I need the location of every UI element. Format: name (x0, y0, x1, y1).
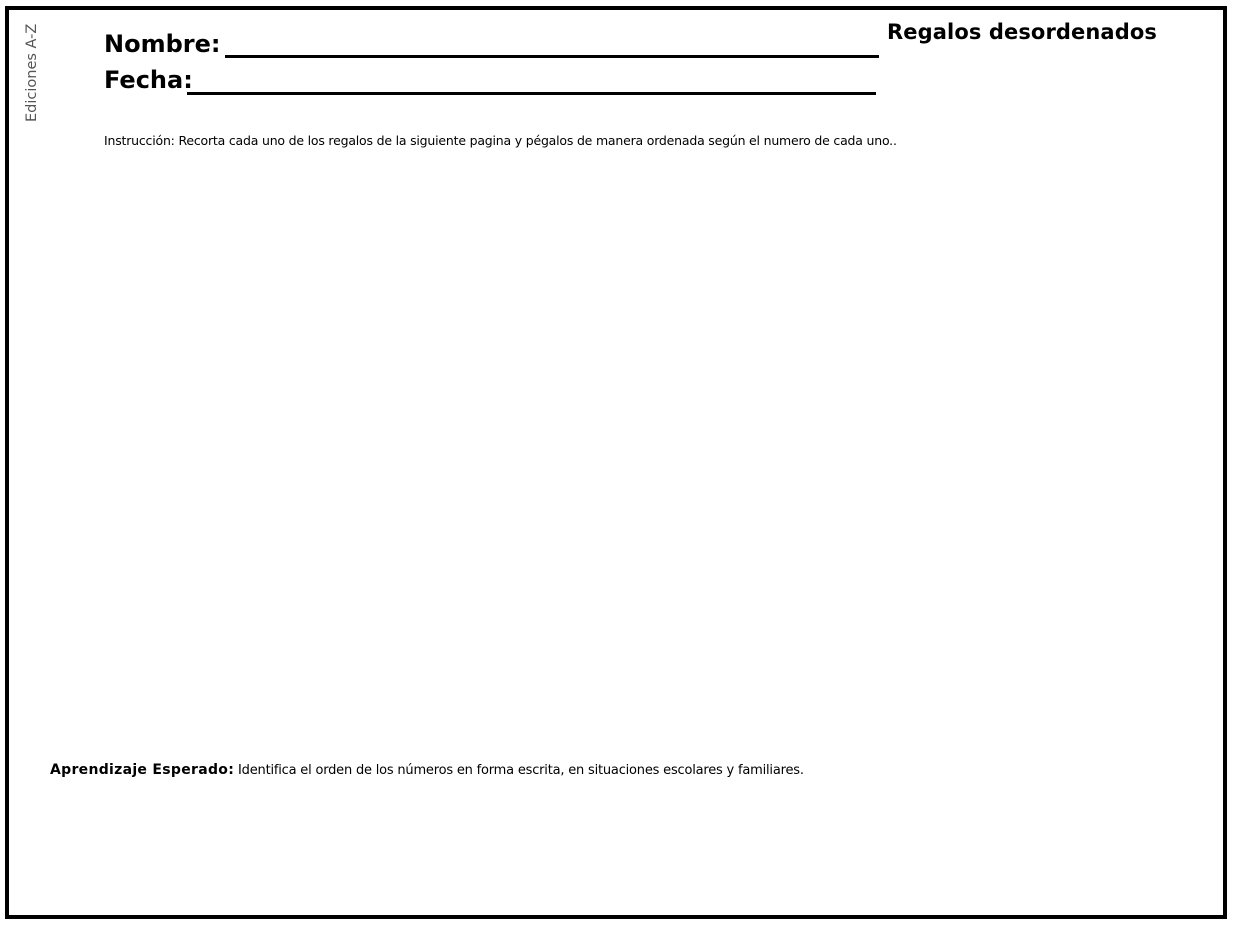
name-label: Nombre: (104, 30, 221, 58)
date-label: Fecha: (104, 66, 193, 94)
worksheet-title: Regalos desordenados (887, 20, 1157, 44)
instruction-text: Instrucción: Recorta cada uno de los regalos de la siguiente pagina y pégalos de manera ordenada según el numero de cada uno.. (104, 133, 897, 148)
date-line (187, 92, 876, 95)
name-line (225, 55, 879, 58)
expected-learning (50, 762, 804, 778)
work-area (49, 170, 1219, 740)
publisher-mark: Ediciones A-Z (24, 24, 40, 123)
expected-learning-text: Identifica el orden de los números en forma escrita, en situaciones escolares y familiares. (234, 763, 804, 778)
expected-learning-label: Aprendizaje Esperado: (50, 762, 235, 778)
worksheet-frame (5, 6, 1227, 919)
